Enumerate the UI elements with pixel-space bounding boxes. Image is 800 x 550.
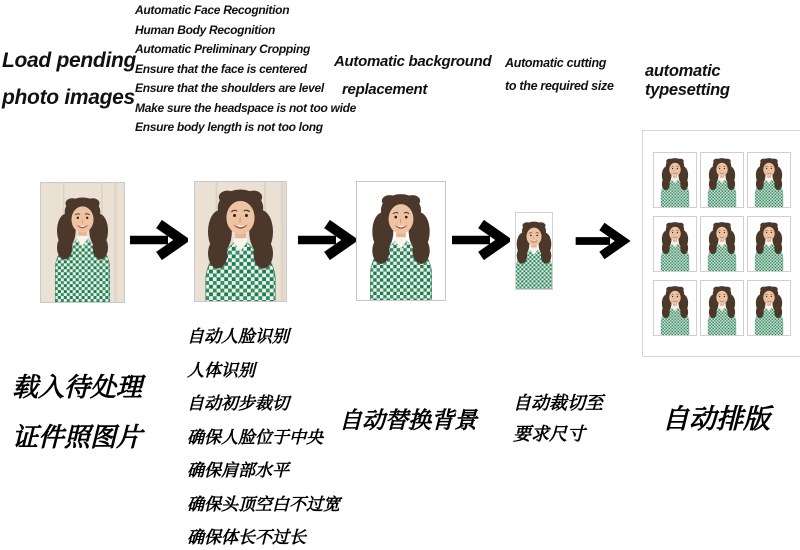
label-line: 载入待处理 bbox=[12, 372, 143, 402]
typeset-sheet bbox=[642, 130, 800, 357]
arrow-right-icon bbox=[296, 219, 356, 261]
typeset-photo bbox=[653, 152, 697, 208]
arrow-right-icon bbox=[570, 222, 632, 260]
label-line: 要求尺寸 bbox=[513, 424, 585, 444]
label-line: photo images bbox=[2, 86, 135, 109]
label-line: Automatic background bbox=[334, 53, 492, 70]
step-item: Ensure body length is not too long bbox=[135, 120, 323, 134]
label-background-replacement-zh: 自动替换背景 bbox=[339, 407, 477, 433]
step-item: 确保肩部水平 bbox=[187, 461, 289, 480]
label-line: Automatic cutting bbox=[505, 56, 607, 70]
arrow-right-icon bbox=[128, 219, 188, 261]
label-load-pending-en bbox=[2, 42, 136, 116]
label-typesetting-zh: 自动排版 bbox=[662, 404, 770, 434]
typeset-photo bbox=[653, 280, 697, 336]
step-item: Make sure the headspace is not too wide bbox=[135, 100, 357, 115]
photo-cut-to-size bbox=[515, 212, 553, 290]
label-cutting-zh bbox=[513, 388, 603, 450]
typeset-photo bbox=[700, 216, 744, 272]
arrow-right-icon bbox=[450, 219, 510, 261]
step-item: Automatic Face Recognition bbox=[135, 3, 290, 17]
label-cutting-en bbox=[505, 52, 614, 98]
step-item: 自动人脸识别 bbox=[187, 327, 289, 346]
recognition-steps-en-list bbox=[135, 1, 356, 138]
label-background-replacement-en bbox=[334, 48, 491, 104]
label-line: replacement bbox=[342, 81, 428, 98]
step-item: 自动初步裁切 bbox=[187, 394, 289, 413]
photo-recognized-cropped bbox=[194, 181, 287, 302]
step-item: Ensure that the shoulders are level bbox=[135, 81, 324, 95]
step-item: Ensure that the face is centered bbox=[135, 61, 307, 76]
step-item: 确保头顶空白不过宽 bbox=[187, 494, 340, 514]
typeset-photo bbox=[747, 216, 791, 272]
typeset-photo-grid bbox=[653, 152, 791, 336]
photo-original-portrait bbox=[40, 182, 125, 303]
label-line: 证件照图片 bbox=[12, 422, 143, 452]
typeset-photo bbox=[747, 152, 791, 208]
typeset-photo bbox=[700, 280, 744, 336]
recognition-steps-zh-list bbox=[187, 320, 340, 550]
label-line: to the required size bbox=[505, 79, 614, 93]
typeset-photo bbox=[700, 152, 744, 208]
step-item: 确保人脸位于中央 bbox=[187, 427, 323, 447]
step-item: Human Body Recognition bbox=[135, 22, 276, 37]
step-item: Automatic Preliminary Cropping bbox=[135, 42, 311, 56]
typeset-photo bbox=[653, 216, 697, 272]
step-item: 确保体长不过长 bbox=[187, 528, 306, 547]
label-load-pending-zh bbox=[12, 362, 142, 462]
label-typesetting-en: automatic typesetting bbox=[645, 62, 730, 99]
label-line: Load pending bbox=[2, 49, 137, 72]
step-item: 人体识别 bbox=[187, 360, 255, 380]
label-line: 自动裁切至 bbox=[513, 393, 603, 413]
typeset-photo bbox=[747, 280, 791, 336]
photo-background-replaced bbox=[356, 181, 446, 301]
